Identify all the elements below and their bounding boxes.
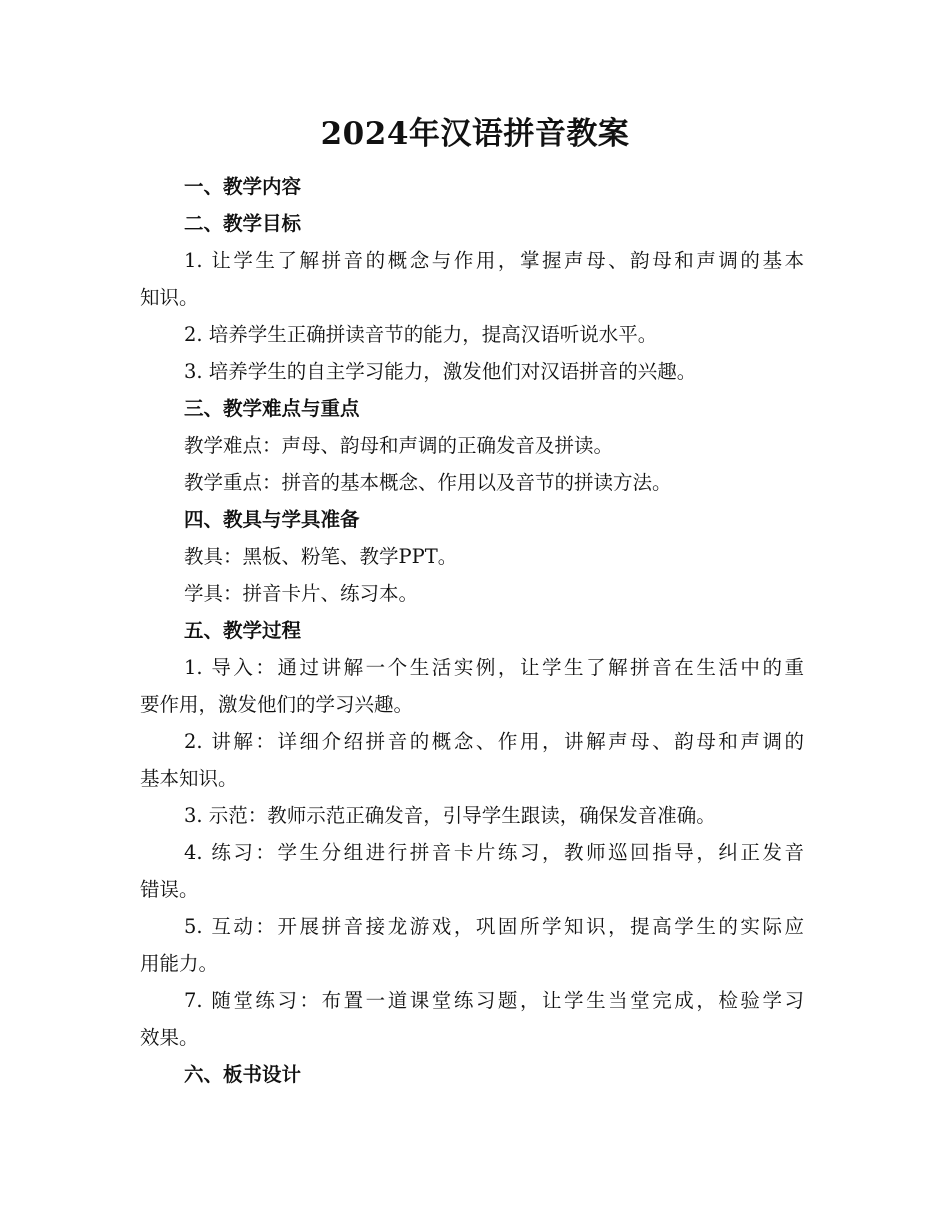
- step-1-line-1: 1. 导入：通过讲解一个生活实例，让学生了解拼音在生活中的重: [184, 656, 804, 679]
- step-2-line-1: 2. 讲解：详细介绍拼音的概念、作用，讲解声母、韵母和声调的: [184, 730, 804, 753]
- step-1-line-2: 要作用，激发他们的学习兴趣。: [140, 693, 414, 716]
- goal-1-line-1: 1. 让学生了解拼音的概念与作用，掌握声母、韵母和声调的基本: [184, 249, 804, 272]
- step-3: 3. 示范：教师示范正确发音，引导学生跟读，确保发音准确。: [184, 804, 716, 827]
- learning-aids: 学具：拼音卡片、练习本。: [184, 582, 419, 605]
- step-7-line-2: 效果。: [140, 1026, 199, 1049]
- teaching-difficulty: 教学难点：声母、韵母和声调的正确发音及拼读。: [184, 434, 614, 457]
- step-4-line-2: 错误。: [140, 878, 199, 901]
- section-heading-goals: 二、教学目标: [184, 212, 302, 235]
- teaching-key-point: 教学重点：拼音的基本概念、作用以及音节的拼读方法。: [184, 471, 672, 494]
- section-heading-materials: 四、教具与学具准备: [184, 508, 360, 531]
- step-5-line-1: 5. 互动：开展拼音接龙游戏，巩固所学知识，提高学生的实际应: [184, 915, 804, 938]
- step-5-line-2: 用能力。: [140, 952, 219, 975]
- section-heading-difficulties: 三、教学难点与重点: [184, 397, 360, 420]
- document-title: 2024年汉语拼音教案: [320, 116, 630, 152]
- section-heading-blackboard: 六、板书设计: [184, 1063, 302, 1086]
- section-heading-content: 一、教学内容: [184, 175, 302, 198]
- step-7-line-1: 7. 随堂练习：布置一道课堂练习题，让学生当堂完成，检验学习: [184, 989, 804, 1012]
- step-2-line-2: 基本知识。: [140, 767, 238, 790]
- goal-2: 2. 培养学生正确拼读音节的能力，提高汉语听说水平。: [184, 323, 658, 346]
- teaching-aids: 教具：黑板、粉笔、教学PPT。: [184, 545, 458, 568]
- section-heading-process: 五、教学过程: [184, 619, 302, 642]
- document-body: [140, 168, 804, 1093]
- goal-1-line-2: 知识。: [140, 286, 199, 309]
- step-4-line-1: 4. 练习：学生分组进行拼音卡片练习，教师巡回指导，纠正发音: [184, 841, 804, 864]
- goal-3: 3. 培养学生的自主学习能力，激发他们对汉语拼音的兴趣。: [184, 360, 697, 383]
